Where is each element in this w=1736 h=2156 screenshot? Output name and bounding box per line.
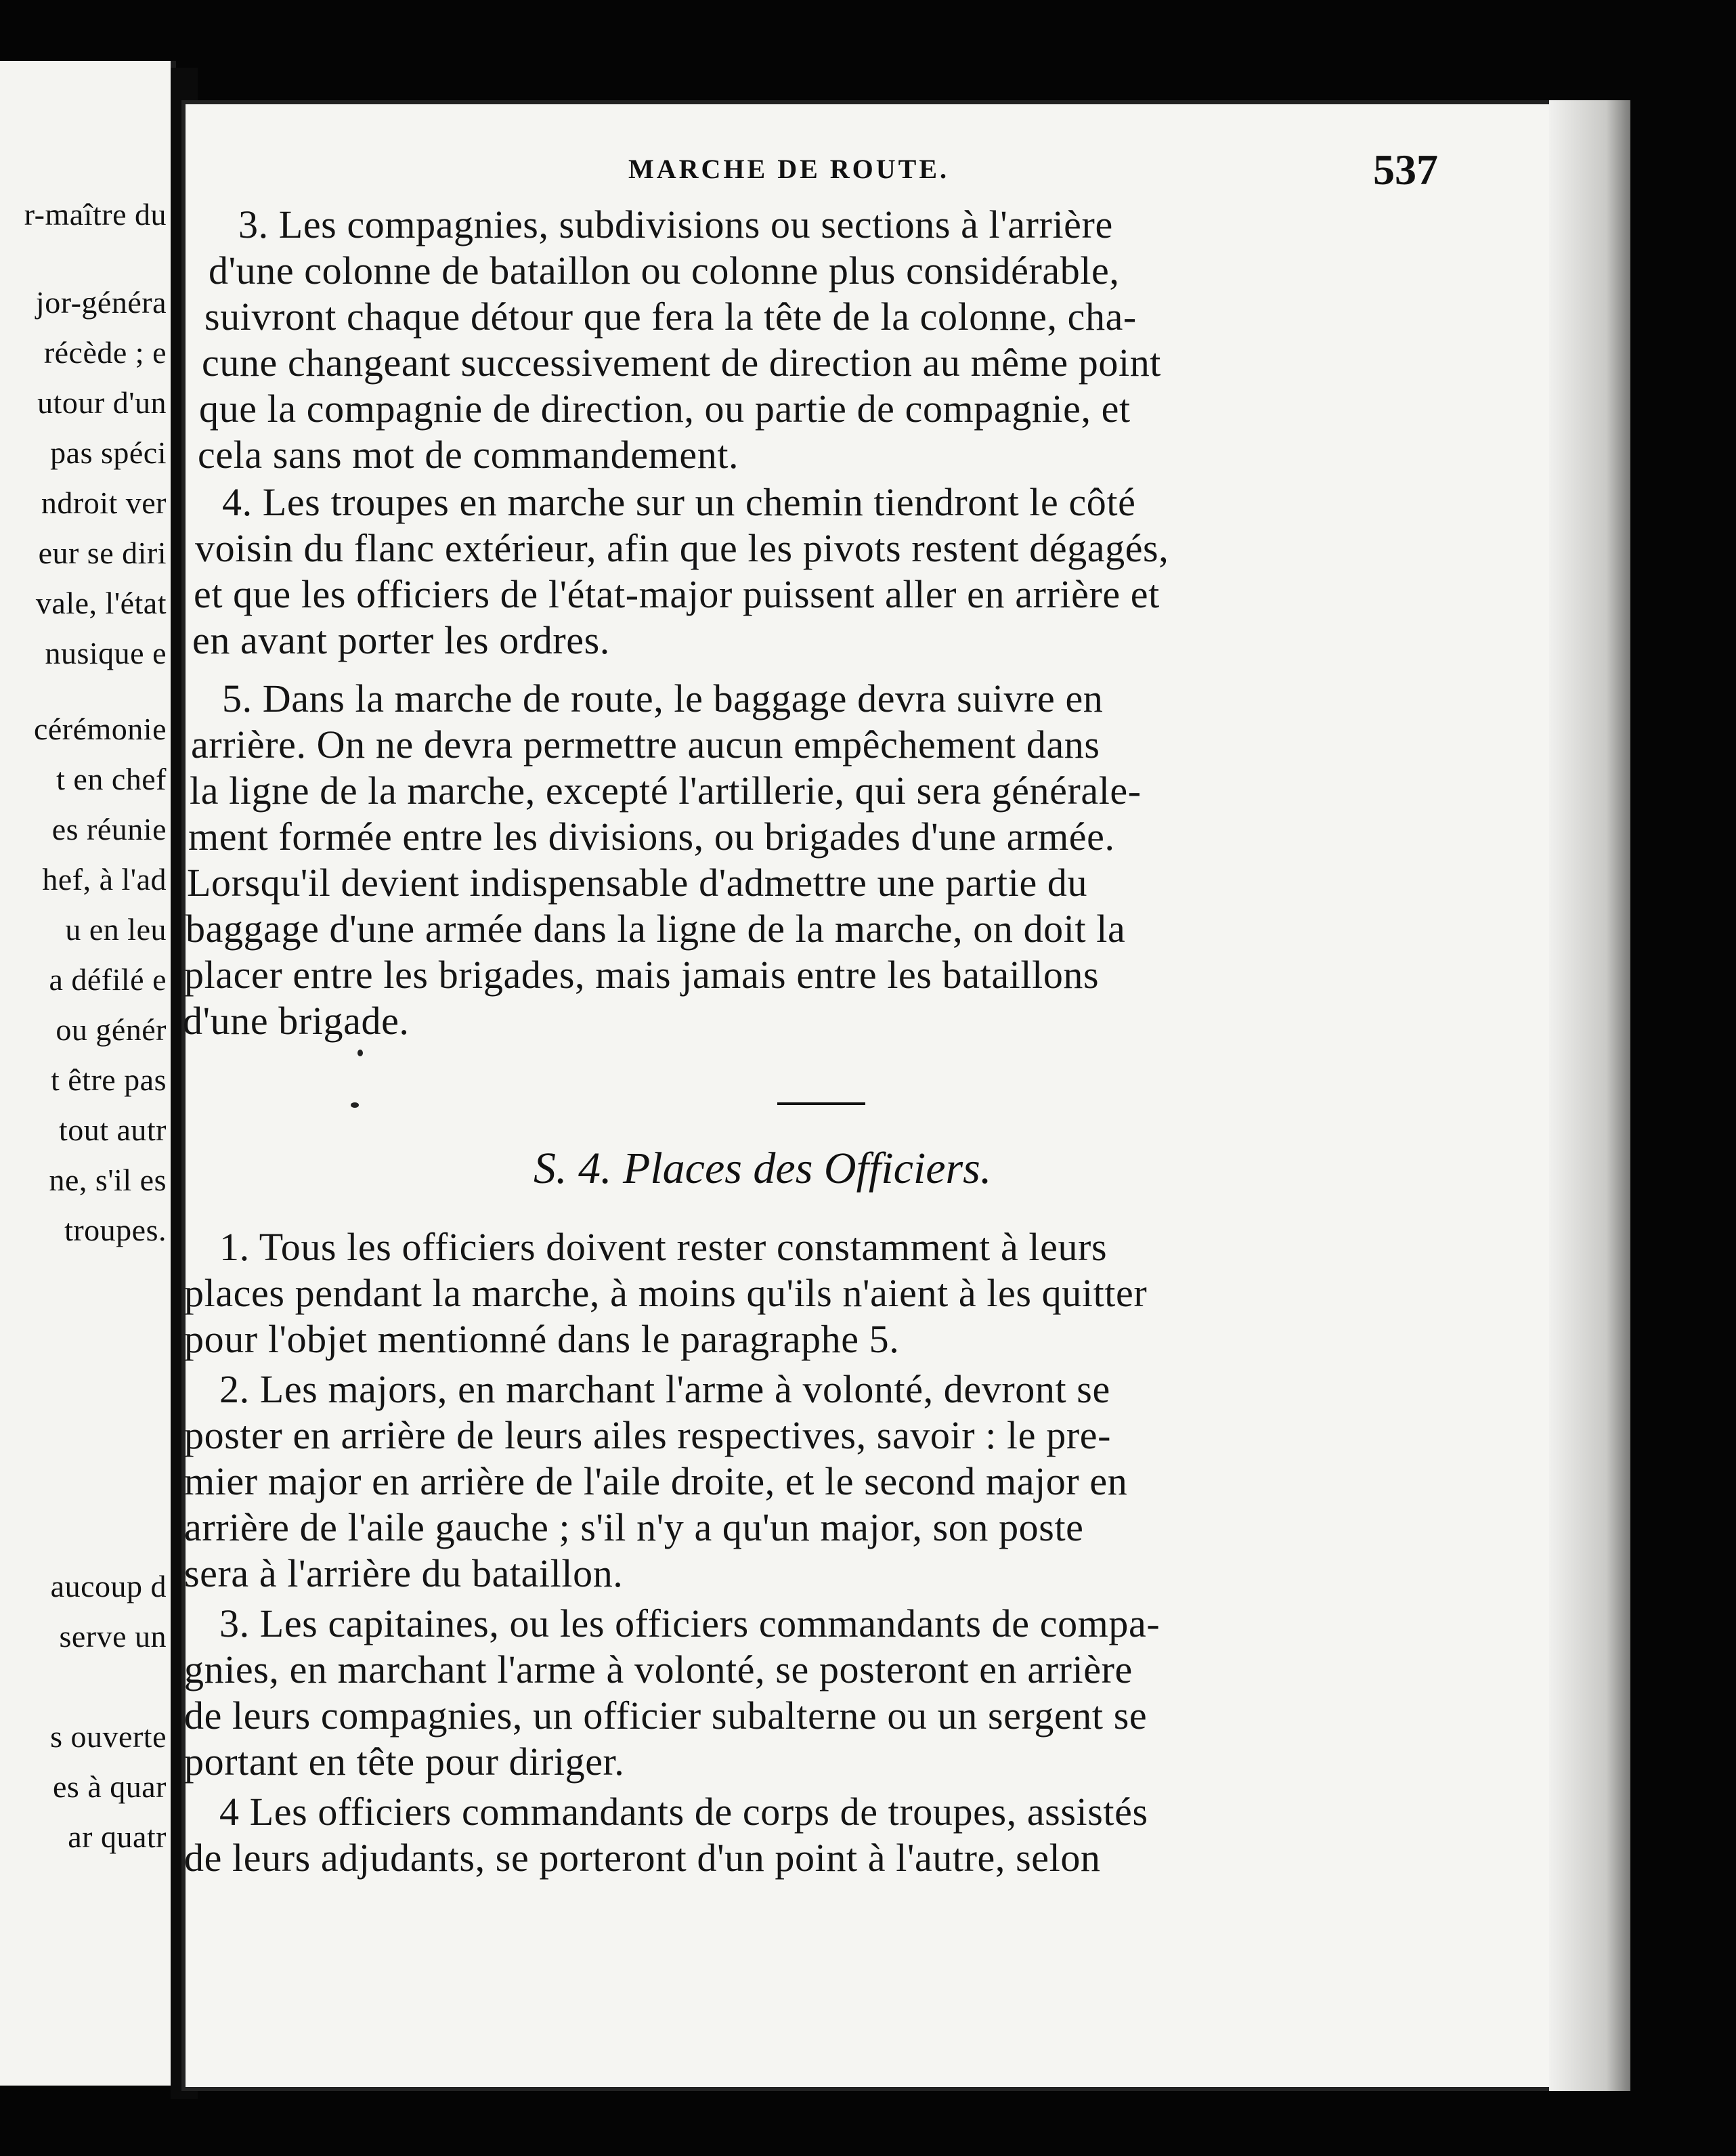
text-line: 3. Les compagnies, subdivisions ou sections à l'arrière [238, 202, 1113, 246]
page-number: 537 [1373, 146, 1438, 194]
text-line: mier major en arrière de l'aile droite, et le second major en [184, 1459, 1128, 1503]
left-page-fragment: jor-généra [35, 285, 167, 320]
main-page [181, 100, 1630, 2091]
text-line: d'une colonne de bataillon ou colonne plus considérable, [209, 249, 1120, 293]
left-page-fragment: vale, l'état [35, 586, 167, 620]
ink-speck [357, 1050, 363, 1056]
text-line: de leurs compagnies, un officier subalterne ou un sergent se [184, 1694, 1148, 1738]
text-line: ment formée entre les divisions, ou brigades d'une armée. [188, 815, 1115, 859]
left-page-fragment: ou génér [56, 1012, 167, 1047]
text-line: de leurs adjudants, se porteront d'un point à l'autre, selon [184, 1836, 1101, 1880]
section-title: S. 4. Places des Officiers. [534, 1144, 992, 1193]
left-page-fragment: nusique e [45, 636, 167, 670]
text-line: Lorsqu'il devient indispensable d'admettre une partie du [187, 861, 1088, 905]
text-line: baggage d'une armée dans la ligne de la marche, on doit la [186, 907, 1126, 951]
left-page-fragment: troupes. [64, 1213, 167, 1247]
text-line: gnies, en marchant l'arme à volonté, se posteront en arrière [184, 1647, 1133, 1691]
text-line: poster en arrière de leurs ailes respectives, savoir : le pre- [184, 1413, 1111, 1457]
text-line: cune changeant successivement de direction au même point [202, 341, 1162, 385]
left-page-fragment: récède ; e [43, 335, 167, 370]
left-page-fragment: hef, à l'ad [42, 862, 167, 897]
text-line: 4 Les officiers commandants de corps de troupes, assistés [219, 1790, 1148, 1834]
text-line: cela sans mot de commandement. [198, 433, 739, 477]
text-line: placer entre les brigades, mais jamais entre les bataillons [184, 953, 1100, 997]
left-page-fragment: t en chef [56, 762, 167, 796]
left-page-fragment: serve un [59, 1619, 167, 1654]
left-page-fragment: eur se diri [38, 536, 167, 570]
left-page-fragment: utour d'un [37, 385, 167, 420]
left-page-fragment: u en leu [65, 912, 167, 947]
left-page-fragment: aucoup d [50, 1569, 167, 1603]
left-page-fragment: cérémonie [33, 712, 167, 746]
page-edge-shadow [1549, 100, 1630, 2091]
section-divider [777, 1102, 865, 1105]
text-line: 2. Les majors, en marchant l'arme à volonté, devront se [219, 1367, 1110, 1411]
text-line: portant en tête pour diriger. [184, 1740, 625, 1784]
left-page-fragment: ndroit ver [41, 486, 167, 520]
text-line: en avant porter les ordres. [192, 618, 610, 662]
running-head: MARCHE DE ROUTE. [628, 154, 950, 184]
text-line: 1. Tous les officiers doivent rester constamment à leurs [219, 1225, 1108, 1269]
left-page-fragment: pas spéci [50, 435, 167, 470]
text-line: arrière de l'aile gauche ; s'il n'y a qu'un major, son poste [184, 1505, 1084, 1549]
left-page-fragment: s ouverte [50, 1719, 167, 1754]
left-page-fragment: a défilé e [49, 962, 167, 997]
text-line: places pendant la marche, à moins qu'ils n'aient à les quitter [184, 1271, 1148, 1315]
text-line: voisin du flanc extérieur, afin que les pivots restent dégagés, [195, 526, 1169, 570]
text-line: suivront chaque détour que fera la tête de la colonne, cha- [204, 295, 1137, 339]
text-line: sera à l'arrière du bataillon. [184, 1551, 624, 1595]
left-page-fragment: ne, s'il es [49, 1163, 167, 1197]
text-line: et que les officiers de l'état-major puissent aller en arrière et [194, 572, 1160, 616]
text-line: arrière. On ne devra permettre aucun empêchement dans [191, 723, 1100, 767]
left-page-fragment: tout autr [58, 1113, 167, 1147]
ink-speck [351, 1102, 359, 1108]
left-page-fragment: es réunie [51, 812, 167, 846]
text-line: pour l'objet mentionné dans le paragraphe 5. [184, 1317, 900, 1361]
left-page-fragment: t être pas [50, 1062, 167, 1097]
text-line: d'une brigade. [183, 999, 410, 1043]
text-line: 4. Les troupes en marche sur un chemin tiendront le côté [222, 480, 1136, 524]
text-line: 3. Les capitaines, ou les officiers commandants de compa- [219, 1601, 1160, 1645]
text-line: que la compagnie de direction, ou partie de compagnie, et [199, 387, 1131, 431]
text-line: 5. Dans la marche de route, le baggage devra suivre en [222, 676, 1104, 720]
left-page-fragment: es à quar [53, 1769, 167, 1804]
left-page-fragment: r-maître du [24, 197, 167, 232]
left-facing-page [0, 61, 176, 2086]
left-page-fragment: ar quatr [68, 1819, 167, 1854]
text-line: la ligne de la marche, excepté l'artillerie, qui sera générale- [190, 769, 1142, 813]
